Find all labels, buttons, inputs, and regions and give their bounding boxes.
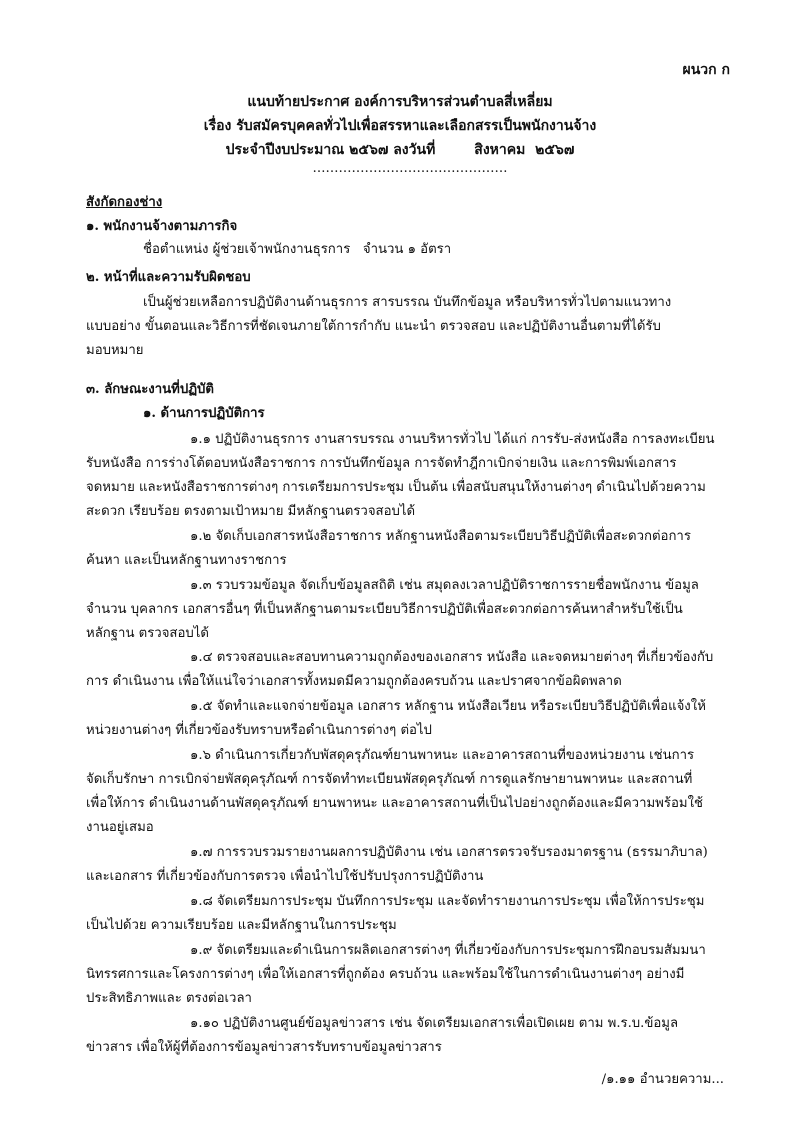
duty-item-line: หลักฐาน ตรวจสอบได้	[86, 626, 209, 641]
duty-item-line: ค้นหา และเป็นหลักฐานทางราชการ	[86, 553, 287, 568]
duty-item-line: ๑.๔ ตรวจสอบและสอบทานความถูกต้องของเอกสาร หนังสือ และจดหมายต่างๆ ที่เกี่ยวข้องกับ	[190, 650, 714, 665]
header-line-2: เรื่อง รับสมัครบุคคลทั่วไปเพื่อสรรหาและเลือกสรรเป็นพนักงานจ้าง	[203, 118, 597, 134]
duty-item-line: หน่วยงานต่างๆ ที่เกี่ยวข้องรับทราบหรือดำเนินการต่างๆ ต่อไป	[86, 723, 432, 738]
duty-item-line: เพื่อให้การ ดำเนินงานด้านพัสดุครุภัณฑ์ ยานพาหนะ และอาคารสถานที่เป็นไปอย่างถูกต้องและมีความพร้อมใช้	[86, 796, 703, 811]
header-line-1: แนบท้ายประกาศ องค์การบริหารส่วนตำบลสี่เหลี่ยม	[247, 94, 553, 110]
header-separator: ………………………………………	[312, 161, 508, 176]
duty-item-line: และเอกสาร ที่เกี่ยวข้องกับการตรวจ เพื่อนำไปใช้ปรับปรุงการปฏิบัติงาน	[86, 869, 484, 884]
duty-item-line: ๑.๗ การรวบรวมรายงานผลการปฏิบัติงาน เช่น เอกสารตรวจรับรองมาตรฐาน (ธรรมาภิบาล)	[190, 845, 708, 860]
duty-item-line: จัดเก็บรักษา การเบิกจ่ายพัสดุครุภัณฑ์ การจัดทำทะเบียนพัสดุครุภัณฑ์ การดูแลรักษายานพาหนะ และสถานที่	[86, 772, 693, 787]
duty-item-line: งานอยู่เสมอ	[86, 820, 154, 835]
section2-line: เป็นผู้ช่วยเหลือการปฏิบัติงานด้านธุรการ สารบรรณ บันทึกข้อมูล หรือบริหารทั่วไปตามแนวทาง	[143, 295, 672, 310]
duty-item-line: ข่าวสาร เพื่อให้ผู้ที่ต้องการข้อมูลข่าวสารรับทราบข้อมูลข่าวสาร	[86, 1040, 442, 1055]
duty-item-line: ๑.๒ จัดเก็บเอกสารหนังสือราชการ หลักฐานหนังสือตามระเบียบวิธีปฏิบัติเพื่อสะดวกต่อการ	[190, 529, 691, 544]
duty-item-line: รับหนังสือ การร่างโต้ตอบหนังสือราชการ การบันทึกข้อมูล การจัดทำฎีกาเบิกจ่ายเงิน และการพิมพ์เอกสาร	[86, 456, 677, 471]
duty-item-line: ประสิทธิภาพและ ตรงต่อเวลา	[86, 991, 252, 1006]
duty-item-line: สะดวก เรียบร้อย ตรงตามเป้าหมาย มีหลักฐานตรวจสอบได้	[86, 504, 416, 519]
section2-heading: ๒. หน้าที่และความรับผิดชอบ	[86, 270, 251, 285]
duty-item-line: ๑.๑๐ ปฏิบัติงานศูนย์ข้อมูลข่าวสาร เช่น จัดเตรียมเอกสารเพื่อเปิดเผย ตาม พ.ร.บ.ข้อมูล	[190, 1016, 679, 1031]
duty-item-line: เป็นไปด้วย ความเรียบร้อย และมีหลักฐานในการประชุม	[86, 918, 397, 933]
header-line-3: ประจำปีงบประมาณ ๒๕๖๗ ลงวันที่ สิงหาคม ๒๕๖๗	[225, 142, 575, 158]
duty-item-line: ๑.๕ จัดทำและแจกจ่ายข้อมูล เอกสาร หลักฐาน หนังสือเวียน หรือระเบียบวิธีปฏิบัติเพื่อแจ้งให้	[190, 699, 706, 714]
annex-label: ผนวก ก	[682, 62, 730, 78]
duty-item-line: ๑.๘ จัดเตรียมการประชุม บันทึกการประชุม และจัดทำรายงานการประชุม เพื่อให้การประชุม	[190, 894, 705, 909]
section2-line: มอบหมาย	[86, 343, 144, 358]
duty-item-line: นิทรรศการและโครงการต่างๆ เพื่อให้เอกสารที่ถูกต้อง ครบถ้วน และพร้อมใช้ในการดำเนินงานต่างๆ อย่างมี	[86, 967, 685, 982]
division-heading: สังกัดกองช่าง	[86, 195, 163, 210]
continuation-note: /๑.๑๑ อำนวยความ...	[601, 1072, 724, 1087]
duty-item-line: การ ดำเนินงาน เพื่อให้แน่ใจว่าเอกสารทั้งหมดมีความถูกต้องครบถ้วน และปราศจากข้อผิดพลาด	[86, 674, 622, 689]
section3-subheading: ๑. ด้านการปฏิบัติการ	[143, 406, 265, 421]
section3-heading: ๓. ลักษณะงานที่ปฏิบัติ	[86, 382, 214, 397]
duty-item-line: จดหมาย และหนังสือราชการต่างๆ การเตรียมการประชุม เป็นต้น เพื่อสนับสนุนให้งานต่างๆ ดำเนินไปด้วยความ	[86, 480, 706, 495]
duty-item-line: ๑.๙ จัดเตรียมและดำเนินการผลิตเอกสารต่างๆ ที่เกี่ยวข้องกับการประชุมการฝึกอบรมสัมมนา	[190, 943, 706, 958]
section1-heading: ๑. พนักงานจ้างตามภารกิจ	[86, 219, 238, 234]
duty-item-line: ๑.๑ ปฏิบัติงานธุรการ งานสารบรรณ งานบริหารทั่วไป ได้แก่ การรับ-ส่งหนังสือ การลงทะเบียน	[190, 432, 715, 447]
duty-item-line: ๑.๓ รวบรวมข้อมูล จัดเก็บข้อมูลสถิติ เช่น สมุดลงเวลาปฏิบัติราชการรายชื่อพนักงาน ข้อมูล	[190, 578, 699, 593]
section2-line: แบบอย่าง ขั้นตอนและวิธีการที่ชัดเจนภายใต้การกำกับ แนะนำ ตรวจสอบ และปฏิบัติงานอื่นตามที่ได้รับ	[86, 319, 661, 334]
duty-item-line: ๑.๖ ดำเนินการเกี่ยวกับพัสดุครุภัณฑ์ยานพาหนะ และอาคารสถานที่ของหน่วยงาน เช่นการ	[190, 748, 695, 763]
position-line: ชื่อตำแหน่ง ผู้ช่วยเจ้าพนักงานธุรการ จำนวน ๑ อัตรา	[143, 242, 452, 257]
duty-item-line: จำนวน บุคลากร เอกสารอื่นๆ ที่เป็นหลักฐานตามระเบียบวิธีการปฏิบัติเพื่อสะดวกต่อการค้นหาสำหรับใช้เป็น	[86, 602, 683, 617]
